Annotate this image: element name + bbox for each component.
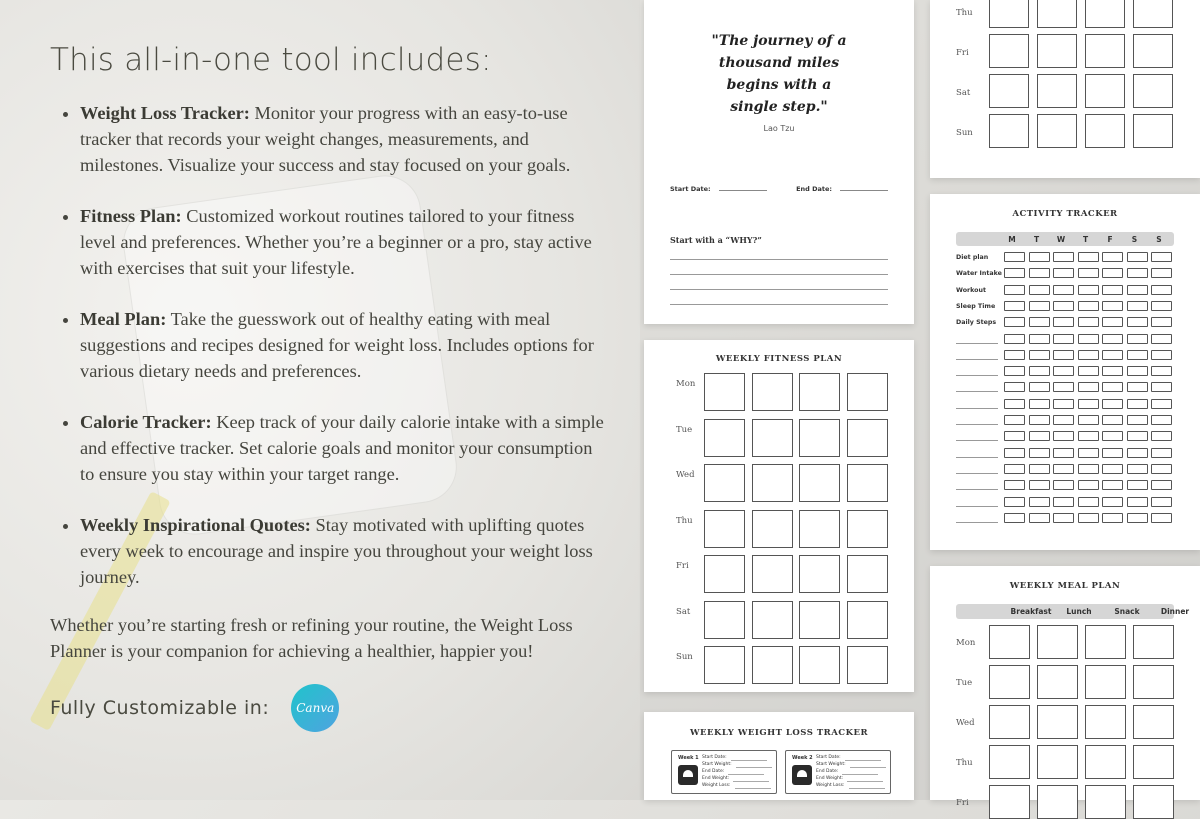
activity-cell bbox=[1029, 301, 1050, 311]
activity-cell bbox=[1004, 268, 1025, 278]
activity-cell bbox=[1127, 415, 1148, 425]
feature-item bbox=[80, 203, 610, 281]
feature-text: Take the guesswork out of healthy eating with meal suggestions and recipes designed for weight loss. Includes options for various dietary needs and preferences. bbox=[80, 309, 594, 381]
activity-cell bbox=[1029, 431, 1050, 441]
activity-row-line bbox=[956, 408, 998, 409]
activity-cell bbox=[1127, 497, 1148, 507]
activity-cell bbox=[1102, 301, 1123, 311]
plan-box bbox=[1133, 114, 1173, 148]
activity-cell bbox=[1004, 317, 1025, 327]
day-label: Thu bbox=[676, 515, 693, 526]
plan-box bbox=[799, 601, 840, 639]
activity-row-line bbox=[956, 473, 998, 474]
activity-cell bbox=[1078, 382, 1099, 392]
scale-icon bbox=[792, 765, 812, 785]
activity-cell bbox=[1151, 497, 1172, 507]
activity-cell bbox=[1029, 366, 1050, 376]
day-label: Sun bbox=[956, 128, 973, 138]
activity-cell bbox=[1029, 448, 1050, 458]
activity-cell bbox=[1151, 399, 1172, 409]
activity-cell bbox=[1053, 480, 1074, 490]
day-label: Fri bbox=[956, 48, 969, 58]
activity-cell bbox=[1053, 252, 1074, 262]
activity-cell bbox=[1053, 497, 1074, 507]
meal-box bbox=[1085, 745, 1126, 779]
activity-cell bbox=[1004, 431, 1025, 441]
activity-cell bbox=[1078, 399, 1099, 409]
plan-box bbox=[1085, 0, 1125, 28]
plan-box bbox=[704, 646, 745, 684]
weekday-label: S bbox=[1156, 234, 1162, 244]
why-line bbox=[670, 289, 888, 290]
plan-box bbox=[1037, 34, 1077, 68]
feature-title: Calorie Tracker: bbox=[80, 412, 212, 432]
activity-cell bbox=[1078, 464, 1099, 474]
feature-text: Keep track of your daily calorie intake with a simple and effective tracker. Set calorie goals and monitor your consumption to ensure you stay within your target range. bbox=[80, 412, 604, 484]
activity-cell bbox=[1078, 268, 1099, 278]
activity-cell bbox=[1078, 285, 1099, 295]
week-fields: Start Date: Start Weight: End Date: End Weight: Weight Loss: bbox=[816, 754, 886, 789]
activity-cell bbox=[1053, 366, 1074, 376]
activity-cell bbox=[1151, 415, 1172, 425]
week-label: Week 1 bbox=[678, 755, 699, 761]
activity-cell bbox=[1151, 464, 1172, 474]
plan-box bbox=[752, 419, 793, 457]
activity-cell bbox=[1102, 366, 1123, 376]
meal-box bbox=[1085, 665, 1126, 699]
meal-box bbox=[1133, 705, 1174, 739]
meal-box bbox=[1133, 625, 1174, 659]
summary-text: Whether you’re starting fresh or refining your routine, the Weight Loss Planner is your companion for achieving a healthier, happier you! bbox=[50, 615, 573, 661]
activity-cell bbox=[1127, 431, 1148, 441]
plan-box bbox=[1133, 34, 1173, 68]
why-label: Start with a “WHY?” bbox=[670, 235, 762, 245]
feature-item bbox=[80, 409, 610, 487]
activity-cell bbox=[1102, 382, 1123, 392]
activity-cell bbox=[1004, 464, 1025, 474]
activity-cell bbox=[1004, 334, 1025, 344]
activity-cell bbox=[1004, 252, 1025, 262]
plan-box bbox=[799, 510, 840, 548]
activity-cell bbox=[1004, 382, 1025, 392]
activity-cell bbox=[1053, 268, 1074, 278]
plan-box bbox=[1037, 114, 1077, 148]
activity-cell bbox=[1127, 448, 1148, 458]
day-label: Thu bbox=[956, 758, 973, 768]
activity-tracker-page bbox=[930, 194, 1200, 550]
activity-cell bbox=[1102, 431, 1123, 441]
activity-cell bbox=[1029, 317, 1050, 327]
activity-cell bbox=[1053, 350, 1074, 360]
activity-cell bbox=[1127, 399, 1148, 409]
day-label: Tue bbox=[956, 678, 973, 688]
plan-box bbox=[752, 464, 793, 502]
canva-logo-icon bbox=[291, 684, 339, 732]
plan-box bbox=[847, 510, 888, 548]
activity-cell bbox=[1078, 252, 1099, 262]
activity-row-line bbox=[956, 359, 998, 360]
activity-cell bbox=[1078, 431, 1099, 441]
meal-header-bar bbox=[956, 604, 1190, 619]
activity-cell bbox=[1004, 350, 1025, 360]
activity-cell bbox=[1127, 285, 1148, 295]
activity-cell bbox=[1004, 399, 1025, 409]
meal-box bbox=[1133, 665, 1174, 699]
meal-box bbox=[1037, 745, 1078, 779]
plan-box bbox=[847, 646, 888, 684]
meal-box bbox=[989, 665, 1030, 699]
plan-box bbox=[704, 555, 745, 593]
activity-cell bbox=[1151, 382, 1172, 392]
activity-cell bbox=[1151, 334, 1172, 344]
activity-cell bbox=[1151, 366, 1172, 376]
activity-cell bbox=[1102, 350, 1123, 360]
activity-cell bbox=[1078, 415, 1099, 425]
day-label: Sun bbox=[676, 652, 693, 662]
day-label: Mon bbox=[676, 379, 696, 389]
meal-box bbox=[989, 625, 1030, 659]
scale-icon bbox=[678, 765, 698, 785]
day-label: Thu bbox=[956, 8, 973, 18]
quote-page bbox=[644, 0, 914, 324]
activity-row-label: Daily Steps bbox=[956, 319, 997, 327]
activity-cell bbox=[1004, 415, 1025, 425]
feature-item bbox=[80, 306, 610, 384]
activity-cell bbox=[1053, 334, 1074, 344]
plan-box bbox=[752, 601, 793, 639]
meal-box bbox=[989, 785, 1030, 819]
activity-cell bbox=[1151, 431, 1172, 441]
activity-cell bbox=[1151, 268, 1172, 278]
fitness-plan-title: WEEKLY FITNESS PLAN bbox=[715, 354, 843, 364]
activity-cell bbox=[1053, 464, 1074, 474]
weekly-plan-continued-page bbox=[930, 0, 1200, 178]
meal-plan-title: WEEKLY MEAL PLAN bbox=[1009, 581, 1121, 591]
meal-box bbox=[1037, 705, 1078, 739]
activity-cell bbox=[1029, 252, 1050, 262]
plan-box bbox=[989, 34, 1029, 68]
activity-cell bbox=[1102, 317, 1123, 327]
activity-cell bbox=[1004, 366, 1025, 376]
activity-row-line bbox=[956, 343, 998, 344]
day-label: Wed bbox=[956, 718, 975, 728]
plan-box bbox=[704, 419, 745, 457]
activity-cell bbox=[1053, 285, 1074, 295]
meal-box bbox=[1133, 785, 1174, 819]
start-date-label: Start Date: bbox=[670, 185, 711, 193]
week-card bbox=[671, 750, 777, 794]
week-fields: Start Date: Start Weight: End Date: End Weight: Weight Loss: bbox=[702, 754, 772, 789]
meal-box bbox=[989, 745, 1030, 779]
activity-cell bbox=[1078, 350, 1099, 360]
activity-cell bbox=[1127, 366, 1148, 376]
meal-plan-page bbox=[930, 566, 1200, 808]
activity-cell bbox=[1102, 399, 1123, 409]
activity-cell bbox=[1029, 350, 1050, 360]
activity-cell bbox=[1078, 366, 1099, 376]
activity-cell bbox=[1127, 382, 1148, 392]
weekday-label: M bbox=[1008, 234, 1016, 244]
activity-row-label: Water Intake bbox=[956, 270, 1002, 278]
feature-text: Stay motivated with uplifting quotes every week to encourage and inspire you throughout your weight loss journey. bbox=[80, 515, 593, 587]
weight-tracker-page bbox=[644, 712, 914, 800]
plan-box bbox=[1085, 74, 1125, 108]
day-label: Sat bbox=[676, 606, 691, 617]
activity-cell bbox=[1127, 464, 1148, 474]
activity-tracker-title: ACTIVITY TRACKER bbox=[1012, 209, 1118, 219]
activity-cell bbox=[1053, 415, 1074, 425]
meal-column-label: Dinner bbox=[1160, 607, 1190, 616]
plan-box bbox=[1085, 114, 1125, 148]
fitness-plan-page bbox=[644, 340, 914, 692]
activity-cell bbox=[1151, 317, 1172, 327]
activity-row-label: Workout bbox=[956, 286, 986, 294]
why-line bbox=[670, 259, 888, 260]
activity-cell bbox=[1102, 268, 1123, 278]
features-panel bbox=[50, 42, 610, 732]
activity-cell bbox=[1151, 301, 1172, 311]
quote-author: Lao Tzu bbox=[763, 124, 795, 133]
plan-box bbox=[799, 419, 840, 457]
plan-box bbox=[799, 555, 840, 593]
feature-item bbox=[80, 100, 610, 178]
activity-cell bbox=[1004, 497, 1025, 507]
activity-cell bbox=[1102, 464, 1123, 474]
activity-row-line bbox=[956, 522, 998, 523]
activity-cell bbox=[1029, 415, 1050, 425]
activity-row-label: Sleep Time bbox=[956, 302, 996, 310]
activity-row-line bbox=[956, 424, 998, 425]
weight-tracker-title: WEEKLY WEIGHT LOSS TRACKER bbox=[689, 728, 869, 738]
activity-cell bbox=[1029, 464, 1050, 474]
feature-list bbox=[50, 100, 610, 590]
activity-cell bbox=[1102, 448, 1123, 458]
activity-cell bbox=[1151, 252, 1172, 262]
activity-cell bbox=[1078, 317, 1099, 327]
plan-box bbox=[1037, 74, 1077, 108]
plan-box bbox=[847, 555, 888, 593]
plan-box bbox=[799, 373, 840, 411]
plan-box bbox=[1133, 74, 1173, 108]
plan-box bbox=[989, 114, 1029, 148]
end-date-label: End Date: bbox=[796, 185, 832, 193]
feature-title: Meal Plan: bbox=[80, 309, 167, 329]
activity-cell bbox=[1127, 480, 1148, 490]
activity-cell bbox=[1127, 301, 1148, 311]
plan-box bbox=[752, 555, 793, 593]
activity-cell bbox=[1078, 334, 1099, 344]
activity-cell bbox=[1151, 513, 1172, 523]
activity-cell bbox=[1127, 252, 1148, 262]
meal-box bbox=[1037, 785, 1078, 819]
activity-cell bbox=[1053, 431, 1074, 441]
activity-cell bbox=[1029, 497, 1050, 507]
plan-box bbox=[989, 0, 1029, 28]
plan-box bbox=[989, 74, 1029, 108]
activity-cell bbox=[1102, 334, 1123, 344]
activity-cell bbox=[1053, 399, 1074, 409]
activity-cell bbox=[1127, 268, 1148, 278]
plan-box bbox=[752, 510, 793, 548]
activity-row-line bbox=[956, 506, 998, 507]
activity-cell bbox=[1004, 448, 1025, 458]
activity-row-line bbox=[956, 375, 998, 376]
customizable-label: Fully Customizable in: bbox=[50, 697, 270, 719]
plan-box bbox=[752, 646, 793, 684]
meal-box bbox=[1085, 705, 1126, 739]
activity-cell bbox=[1127, 513, 1148, 523]
activity-cell bbox=[1004, 301, 1025, 311]
meal-box bbox=[1037, 665, 1078, 699]
activity-cell bbox=[1029, 399, 1050, 409]
date-row bbox=[644, 185, 914, 193]
week-label: Week 2 bbox=[792, 755, 813, 761]
activity-cell bbox=[1151, 480, 1172, 490]
why-line bbox=[670, 304, 888, 305]
feature-title: Weight Loss Tracker: bbox=[80, 103, 250, 123]
activity-cell bbox=[1078, 448, 1099, 458]
meal-box bbox=[1133, 745, 1174, 779]
activity-cell bbox=[1102, 415, 1123, 425]
activity-cell bbox=[1004, 480, 1025, 490]
plan-box bbox=[847, 419, 888, 457]
activity-cell bbox=[1127, 350, 1148, 360]
meal-box bbox=[1085, 625, 1126, 659]
activity-cell bbox=[1053, 382, 1074, 392]
weekday-label: T bbox=[1082, 234, 1089, 244]
plan-box bbox=[799, 646, 840, 684]
meal-column-label: Snack bbox=[1114, 607, 1140, 616]
weekday-header-bar bbox=[956, 232, 1174, 246]
canva-logo-text: Canva bbox=[296, 701, 335, 715]
activity-cell bbox=[1102, 513, 1123, 523]
day-label: Sat bbox=[956, 88, 971, 98]
day-label: Fri bbox=[956, 798, 969, 808]
plan-box bbox=[704, 510, 745, 548]
activity-cell bbox=[1004, 285, 1025, 295]
activity-cell bbox=[1078, 497, 1099, 507]
customizable-row bbox=[50, 684, 610, 732]
day-label: Mon bbox=[956, 638, 976, 648]
activity-cell bbox=[1029, 285, 1050, 295]
feature-title: Fitness Plan: bbox=[80, 206, 182, 226]
day-label: Wed bbox=[676, 470, 695, 480]
feature-text: Customized workout routines tailored to your fitness level and preferences. Whether you’re a beginner or a pro, stay active with exercises that suit your lifestyle. bbox=[80, 206, 592, 278]
quote-text: "The journey of a thousand miles begins with a single step." bbox=[711, 33, 847, 115]
plan-box bbox=[1133, 0, 1173, 28]
activity-cell bbox=[1053, 513, 1074, 523]
activity-cell bbox=[1078, 301, 1099, 311]
activity-cell bbox=[1102, 480, 1123, 490]
activity-row-label: Diet plan bbox=[956, 254, 989, 261]
activity-cell bbox=[1029, 480, 1050, 490]
activity-row-line bbox=[956, 391, 998, 392]
activity-cell bbox=[1029, 334, 1050, 344]
meal-column-label: Breakfast bbox=[1010, 607, 1052, 616]
activity-cell bbox=[1102, 285, 1123, 295]
activity-cell bbox=[1151, 448, 1172, 458]
activity-cell bbox=[1029, 382, 1050, 392]
plan-box bbox=[847, 373, 888, 411]
meal-column-label: Lunch bbox=[1066, 607, 1092, 616]
activity-cell bbox=[1102, 252, 1123, 262]
plan-box bbox=[1037, 0, 1077, 28]
week-card bbox=[785, 750, 891, 794]
why-line bbox=[670, 274, 888, 275]
heading: This all-in-one tool includes: bbox=[50, 42, 492, 78]
day-label: Tue bbox=[676, 424, 693, 435]
meal-box bbox=[1037, 625, 1078, 659]
activity-cell bbox=[1102, 497, 1123, 507]
plan-box bbox=[752, 373, 793, 411]
plan-box bbox=[847, 464, 888, 502]
activity-row-line bbox=[956, 489, 998, 490]
activity-cell bbox=[1029, 268, 1050, 278]
activity-cell bbox=[1127, 334, 1148, 344]
weekday-label: W bbox=[1056, 234, 1066, 244]
activity-row-line bbox=[956, 457, 998, 458]
activity-cell bbox=[1053, 317, 1074, 327]
plan-box bbox=[847, 601, 888, 639]
feature-title: Weekly Inspirational Quotes: bbox=[80, 515, 311, 535]
activity-cell bbox=[1078, 480, 1099, 490]
meal-box bbox=[1085, 785, 1126, 819]
activity-cell bbox=[1151, 350, 1172, 360]
plan-box bbox=[704, 373, 745, 411]
activity-cell bbox=[1029, 513, 1050, 523]
activity-cell bbox=[1004, 513, 1025, 523]
feature-text: Monitor your progress with an easy-to-use tracker that records your weight changes, measurements, and milestones. Visualize your success and stay focused on your goals. bbox=[80, 103, 571, 175]
plan-box bbox=[704, 464, 745, 502]
weekday-label: F bbox=[1107, 234, 1113, 244]
plan-box bbox=[1085, 34, 1125, 68]
feature-item bbox=[80, 512, 610, 590]
activity-row-line bbox=[956, 440, 998, 441]
plan-box bbox=[704, 601, 745, 639]
activity-cell bbox=[1053, 448, 1074, 458]
activity-cell bbox=[1127, 317, 1148, 327]
day-label: Fri bbox=[676, 561, 689, 571]
plan-box bbox=[799, 464, 840, 502]
activity-cell bbox=[1078, 513, 1099, 523]
weekday-label: T bbox=[1033, 234, 1040, 244]
weekday-label: S bbox=[1131, 234, 1138, 244]
activity-cell bbox=[1053, 301, 1074, 311]
meal-box bbox=[989, 705, 1030, 739]
activity-cell bbox=[1151, 285, 1172, 295]
